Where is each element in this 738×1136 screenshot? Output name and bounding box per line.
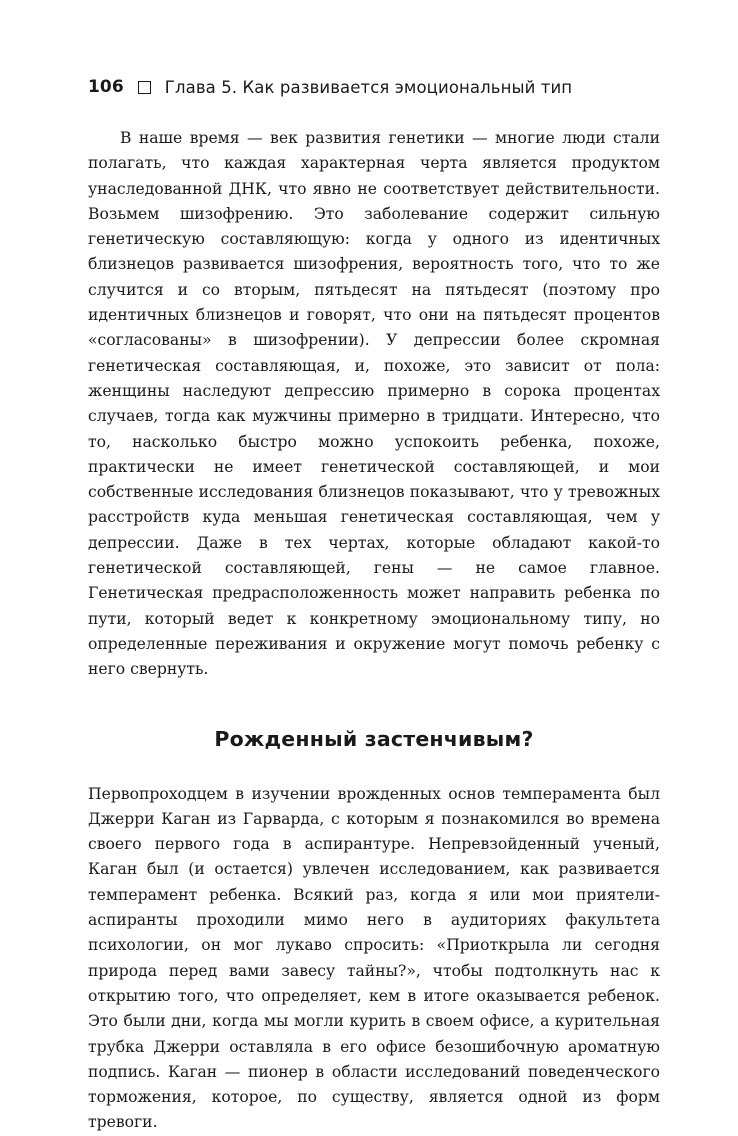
book-page (88, 72, 660, 1136)
page-number: 106 (88, 77, 124, 97)
running-header (88, 72, 660, 102)
chapter-title: Глава 5. Как развивается эмоциональный тип (164, 77, 573, 97)
section-heading: Рожденный застенчивым? (214, 726, 534, 751)
paragraph-genetics: В наше время — век развития генетики — многие люди стали полагать, что каждая характерная черта является продуктом унаследованной ДНК, что явно не соответствует действительности. Возьмем шизофрению. Это заболевание содержит сильную генетическую составляющую: когда у одного из идентичных близнецов развивается шизофрения, вероятность того, что то же случится и со вторым, пятьдесят на пятьдесят (поэтому про идентичных близнецов и говорят, что они на пятьдесят процентов «согласованы» в шизофрении). У депрессии более скромная генетическая составляющая, и, похоже, это зависит от пола: женщины наследуют депрессию примерно в сорока процентах случаев, тогда как мужчины примерно в тридцати. Интересно, что то, насколько быстро можно успокоить ребенка, похоже, практически не имеет генетической составляющей, и мои собственные исследования близнецов показывают, что у тревожных расстройств куда меньшая генетическая составляющая, чем у депрессии. Даже в тех чертах, которые обладают какой-то генетической составляющей, гены — не самое главное. Генетическая предрасположенность может направить ребенка по пути, который ведет к конкретному эмоциональному типу, но определенные переживания и окружение могут помочь ребенку с него свернуть. (88, 129, 660, 679)
square-bullet-icon (138, 81, 151, 94)
paragraph-kagan: Первопроходцем в изучении врожденных основ темперамента был Джерри Каган из Гарварда, с которым я познакомился во времена своего первого года в аспирантуре. Непревзойденный ученый, Каган был (и остается) увлечен исследованием, как развивается темперамент ребенка. Всякий раз, когда я или мои приятели-аспиранты проходили мимо него в аудиториях факультета психологии, он мог лукаво спросить: «Приоткрыла ли сегодня природа перед вами завесу тайны?», чтобы подтолкнуть нас к открытию того, что определяет, кем в итоге оказывается ребенок. Это были дни, когда мы могли курить в своем офисе, а курительная трубка Джерри оставляла в его офисе безошибочную ароматную подпись. Каган — пионер в области исследований поведенческого торможения, которое, по существу, является одной из форм тревоги. (88, 784, 660, 1132)
